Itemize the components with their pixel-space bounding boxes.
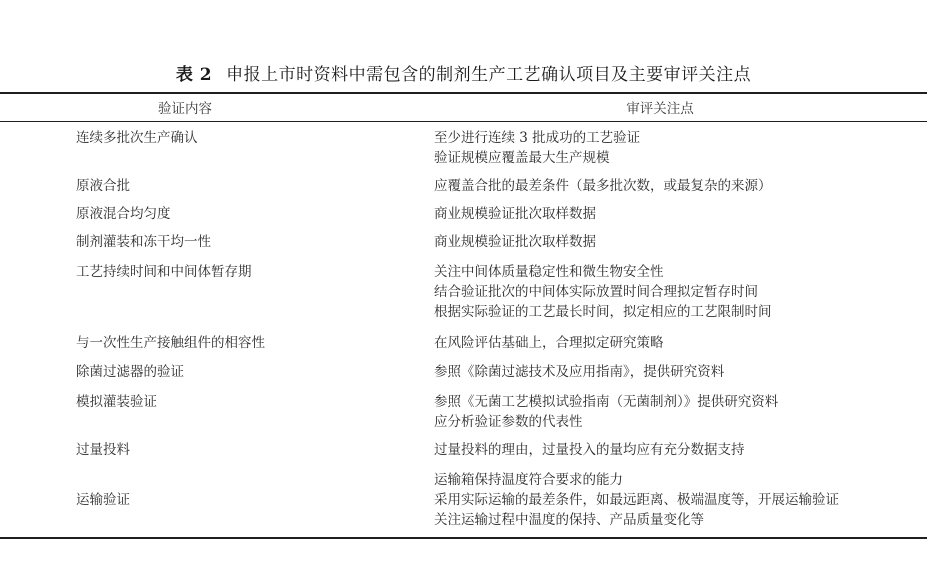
review-point: 根据实际验证的工艺最长时间，拟定相应的工艺限制时间 bbox=[434, 304, 772, 320]
review-point: 结合验证批次的中间体实际放置时间合理拟定暂存时间 bbox=[434, 284, 758, 300]
review-points bbox=[434, 333, 664, 353]
validation-item: 运输验证 bbox=[76, 492, 130, 508]
review-point: 应覆盖合批的最差条件（最多批次数，或最复杂的来源） bbox=[434, 178, 772, 194]
review-points bbox=[434, 392, 778, 432]
validation-item: 原液合批 bbox=[76, 178, 130, 194]
review-points bbox=[434, 128, 640, 168]
review-point: 应分析验证参数的代表性 bbox=[434, 414, 583, 430]
validation-item: 与一次性生产接触组件的相容性 bbox=[76, 335, 265, 351]
table-top-rule bbox=[0, 92, 927, 94]
validation-item: 除菌过滤器的验证 bbox=[76, 364, 184, 380]
validation-item: 模拟灌装验证 bbox=[76, 394, 157, 410]
review-point: 过量投料的理由，过量投入的量均应有充分数据支持 bbox=[434, 442, 745, 458]
review-point: 运输箱保持温度符合要求的能力 bbox=[434, 472, 623, 488]
review-point: 商业规模验证批次取样数据 bbox=[434, 206, 596, 222]
validation-item: 工艺持续时间和中间体暂存期 bbox=[76, 264, 252, 280]
review-point: 参照《无菌工艺模拟试验指南（无菌制剂）》提供研究资料 bbox=[434, 394, 779, 410]
review-point: 关注运输过程中温度的保持、产品质量变化等 bbox=[434, 512, 704, 528]
review-point: 在风险评估基础上，合理拟定研究策略 bbox=[434, 335, 664, 351]
review-point: 关注中间体质量稳定性和微生物安全性 bbox=[434, 264, 664, 280]
review-point: 参照《除菌过滤技术及应用指南》，提供研究资料 bbox=[434, 364, 725, 380]
review-point: 验证规模应覆盖最大生产规模 bbox=[434, 150, 610, 166]
table-title: 申报上市时资料中需包含的制剂生产工艺确认项目及主要审评关注点 bbox=[226, 65, 752, 85]
validation-item: 过量投料 bbox=[76, 442, 130, 458]
header-validation-content: 验证内容 bbox=[158, 101, 212, 117]
validation-item: 原液混合均匀度 bbox=[76, 206, 171, 222]
validation-item: 制剂灌装和冻干均一性 bbox=[76, 234, 211, 250]
table-bottom-rule bbox=[0, 537, 927, 539]
table-header-rule bbox=[0, 121, 927, 122]
review-points bbox=[434, 204, 596, 224]
review-points bbox=[434, 470, 839, 530]
review-points bbox=[434, 232, 596, 252]
review-points bbox=[434, 176, 772, 196]
review-points bbox=[434, 362, 724, 382]
review-points bbox=[434, 440, 745, 460]
review-point: 至少进行连续 3 批成功的工艺验证 bbox=[434, 130, 641, 146]
validation-item: 连续多批次生产确认 bbox=[76, 130, 198, 146]
review-point: 采用实际运输的最差条件，如最远距离、极端温度等，开展运输验证 bbox=[434, 492, 839, 508]
table-caption bbox=[0, 60, 927, 85]
review-point: 商业规模验证批次取样数据 bbox=[434, 234, 596, 250]
review-points bbox=[434, 262, 772, 322]
table-label: 表 2 bbox=[175, 65, 213, 85]
header-review-focus: 审评关注点 bbox=[626, 101, 694, 117]
